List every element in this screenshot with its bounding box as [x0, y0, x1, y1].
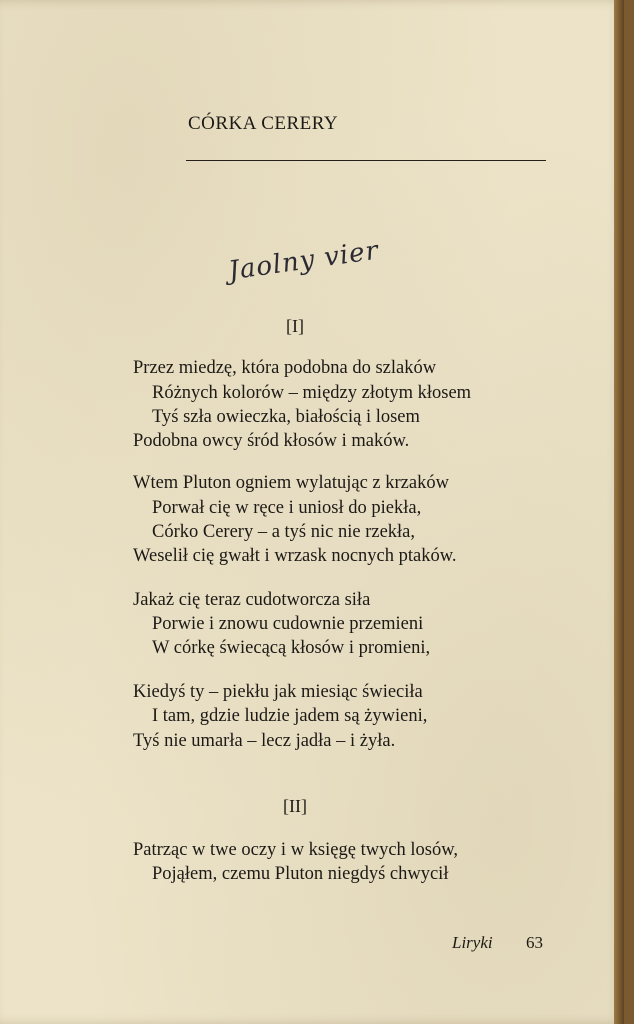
verse-line: Córko Cerery – a tyś nic nie rzekła,: [152, 522, 416, 542]
verse-line: Weselił cię gwałt i wrzask nocnych ptaków.: [133, 546, 457, 566]
verse-line: Różnych kolorów – między złotym kłosem: [152, 383, 472, 403]
poem-title: CÓRKA CERERY: [188, 113, 339, 134]
verse-line: W córkę świecącą kłosów i promieni,: [152, 638, 431, 658]
verse-line: Porwie i znowu cudownie przemieni: [152, 614, 424, 634]
verse-line: Wtem Pluton ogniem wylatując z krzaków: [133, 473, 449, 493]
verse-line: I tam, gdzie ludzie jadem są żywieni,: [152, 706, 428, 726]
title-rule: [186, 160, 546, 161]
handwritten-note: Jaolny vier: [226, 235, 381, 287]
verse-line: Tyś szła owieczka, białością i losem: [152, 407, 420, 427]
verse-line: Porwał cię w ręce i uniosł do piekła,: [152, 498, 422, 518]
verse-line: Jakaż cię teraz cudotworcza siła: [133, 590, 371, 610]
verse-line: Przez miedzę, która podobna do szlaków: [133, 358, 437, 378]
section-heading-2: [II]: [283, 796, 307, 816]
verse-line: Pojąłem, czemu Pluton niegdyś chwycił: [152, 864, 449, 884]
verse-line: Patrząc w twe oczy i w księgę twych losów,: [133, 840, 459, 860]
verse-line: Podobna owcy śród kłosów i maków.: [133, 431, 410, 451]
running-footer-title: Liryki: [452, 933, 493, 952]
verse-line: Kiedyś ty – piekłu jak miesiąc świeciła: [133, 682, 423, 702]
page-edge: [614, 0, 624, 1024]
page-number: 63: [526, 933, 543, 952]
section-heading-1: [I]: [286, 316, 304, 336]
verse-line: Tyś nie umarła – lecz jadła – i żyła.: [133, 731, 396, 751]
